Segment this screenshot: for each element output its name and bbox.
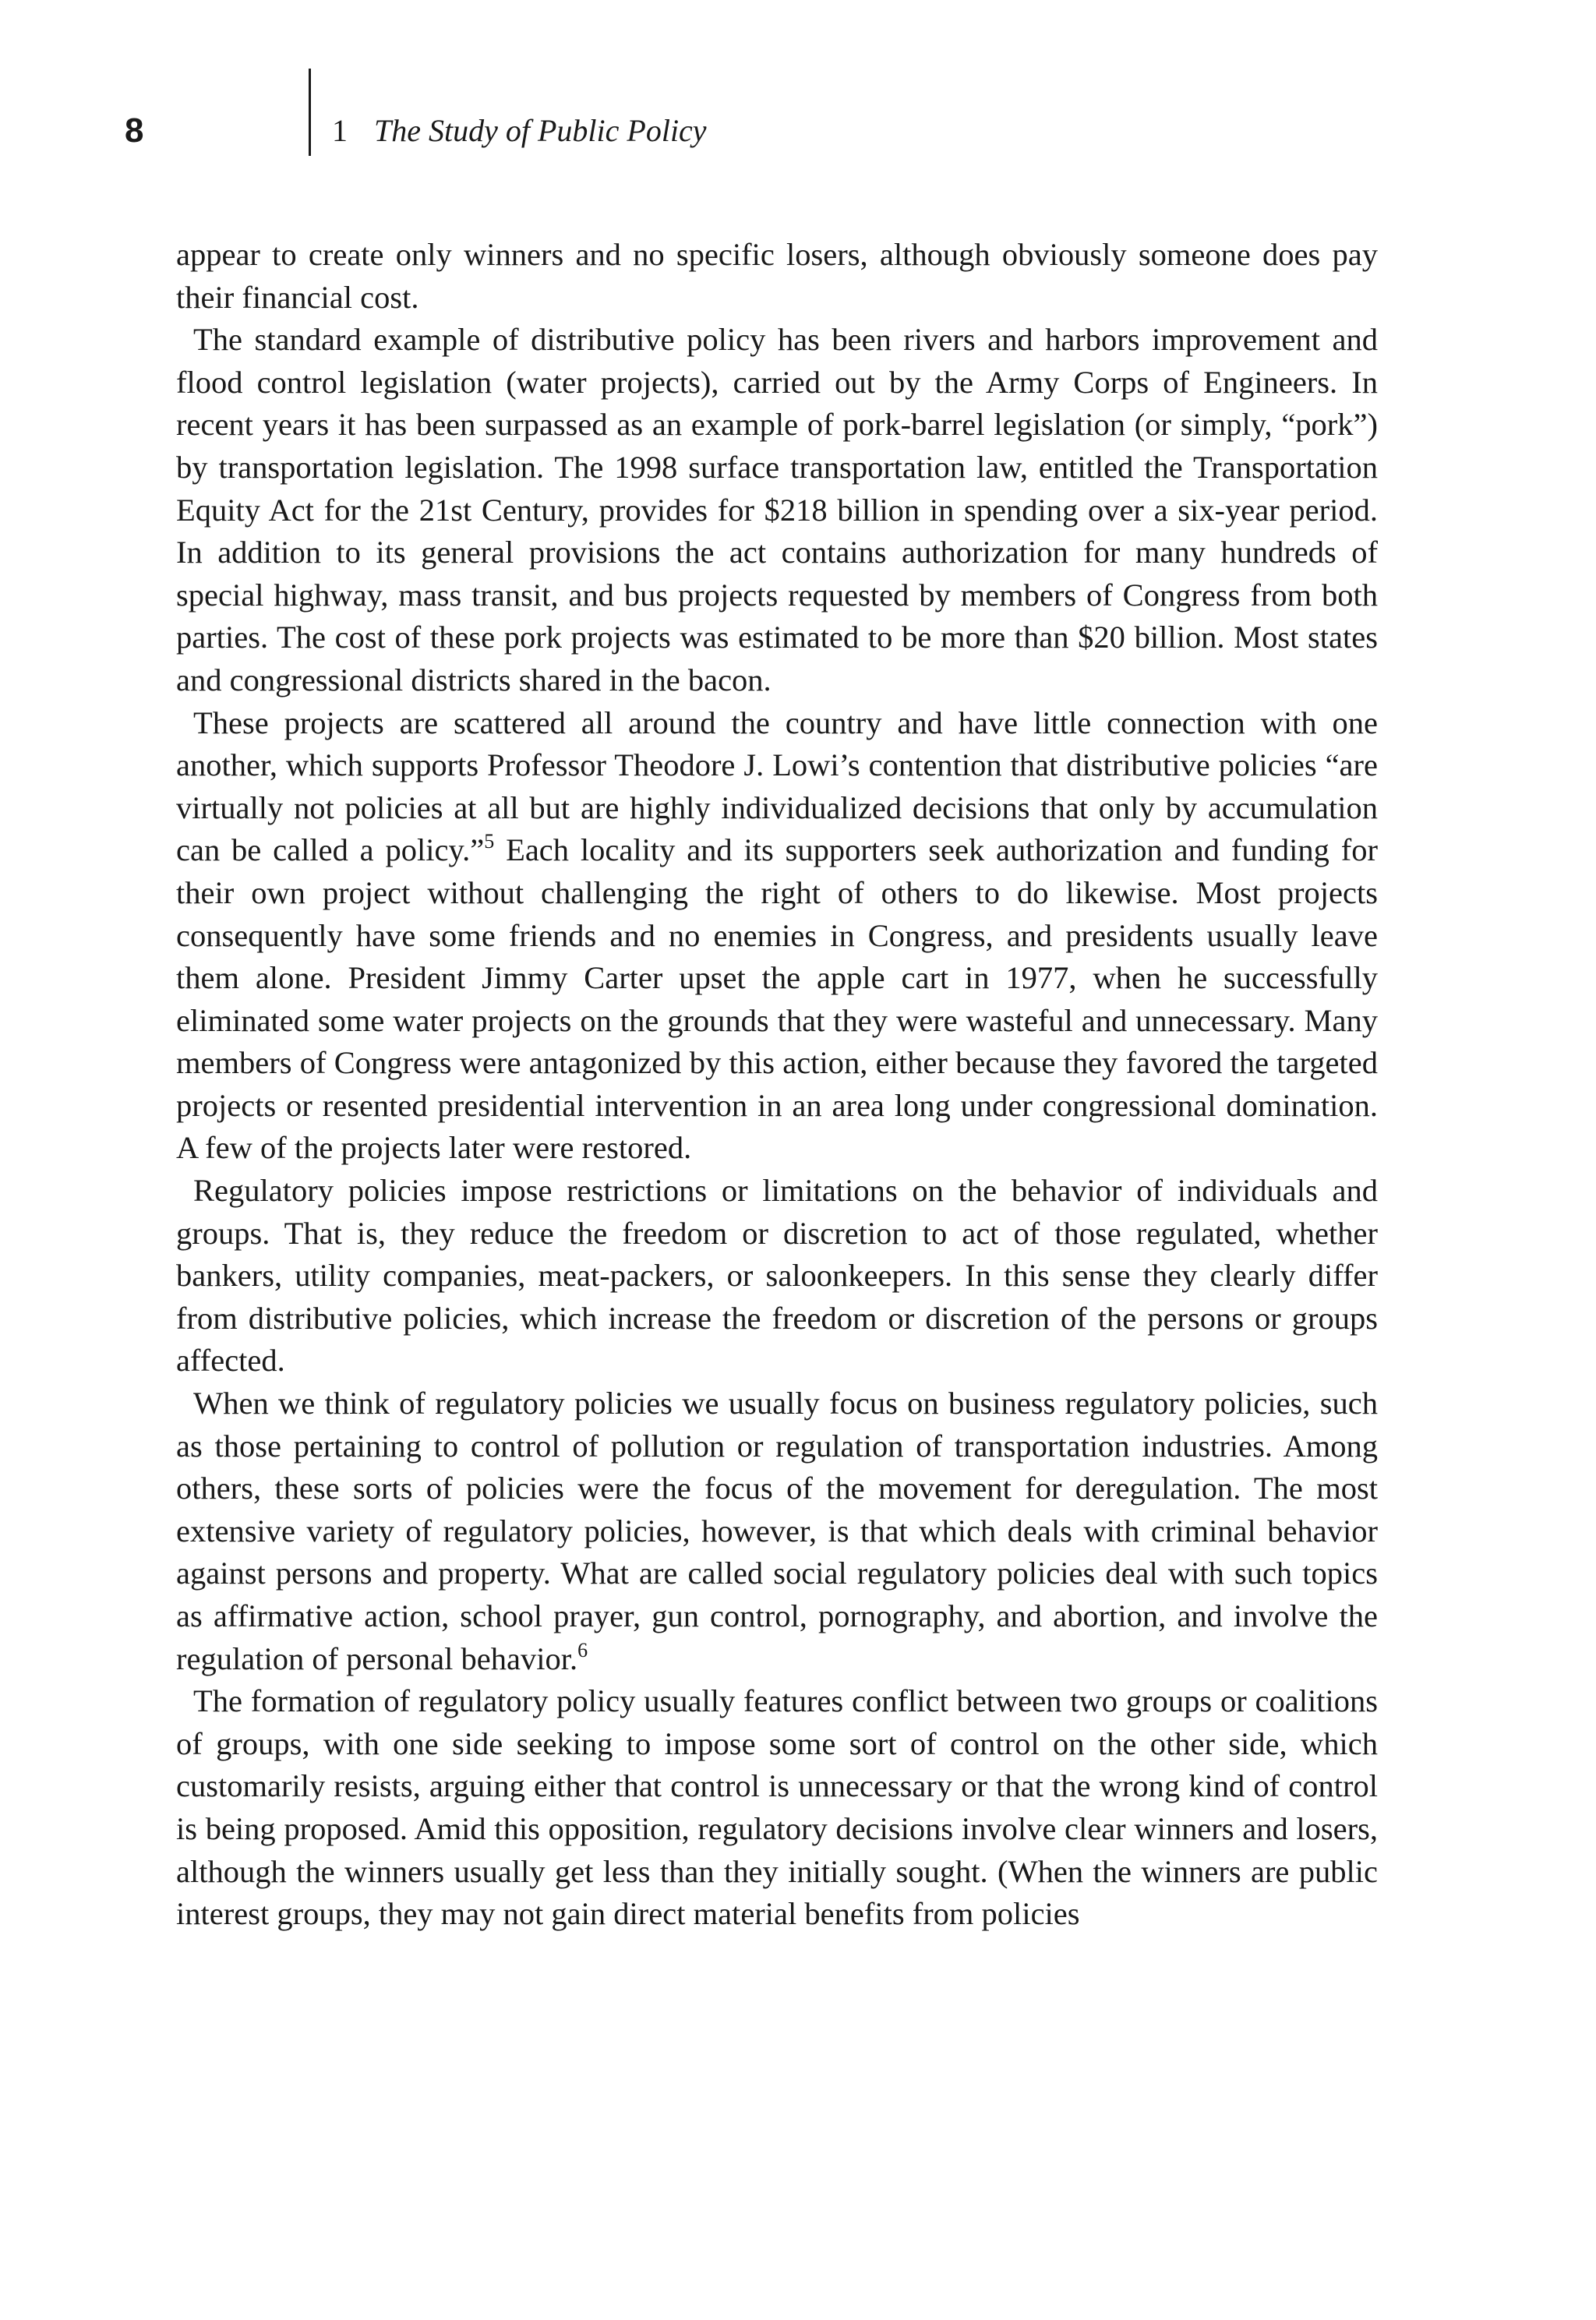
paragraph-regulatory-types — [176, 1382, 1378, 1680]
paragraph-continued: appear to create only winners and no specific losers, although obviously someone does pay their financial cost. — [176, 237, 1378, 315]
page-number: 8 — [125, 111, 144, 150]
running-header — [125, 109, 1372, 156]
chapter-number: 1 — [332, 113, 348, 148]
paragraph-lowi-contention — [176, 702, 1378, 1171]
footnote-marker: 5 — [484, 830, 495, 853]
footnote-marker: 6 — [577, 1638, 588, 1661]
paragraph-regulatory-formation: The formation of regulatory policy usually features conflict between two groups or coalitions of groups, with one side seeking to impose some sort of control on the other side, which customarily resists, arguing either that control is unnecessary or that the wrong kind of control is being proposed. Amid this opposition, regulatory decisions involve clear winners and losers, although the winners usually get less than they initially sought. (When the winners are public interest groups, they may not gain direct material benefits from policies — [176, 1683, 1378, 1932]
paragraph-distributive-example: The standard example of distributive policy has been rivers and harbors improvement and flood control legislation (water projects), carried out by the Army Corps of Engineers. In recent years it has been surpassed as an example of pork-barrel legislation (or simply, “pork”) by transportation legislation. The 1998 surface transportation law, entitled the Transportation Equity Act for the 21st Century, provides for $218 billion in spending over a six-year period. In addition to its general provisions the act contains authorization for many hundreds of special highway, mass transit, and bus projects requested by members of Congress from both parties. The cost of these pork projects was estimated to be more than $20 billion. Most states and congressional districts shared in the bacon. — [176, 322, 1378, 697]
chapter-title: The Study of Public Policy — [374, 113, 707, 148]
header-divider — [309, 69, 311, 156]
body-text — [176, 234, 1378, 1936]
paragraph-text: When we think of regulatory policies we usually focus on business regulatory policies, such as those pertaining to control of pollution or regulation of transportation industries. Among others, these sorts of policies were the focus of the movement for deregulation. The most extensive variety of regulatory policies, however, is that which deals with criminal behavior against persons and property. What are called social regulatory policies deal with such topics as affirmative action, school prayer, gun control, pornography, and abortion, and involve the regulation of personal behavior. — [176, 1386, 1378, 1676]
paragraph-text: These projects are scattered all around the country and have little connection with one another, which supports Professor Theodore J. Lowi’s contention that distributive policies “are virtually not policies at all but are highly individualized decisions that only by accumulation can be called a policy.” — [176, 704, 1378, 868]
paragraph-text: Each locality and its supporters seek authorization and funding for their own project without challenging the right of others to do likewise. Most projects consequently have some friends and no enemies in Congress, and presidents usually leave them alone. President Jimmy Carter upset the apple cart in 1977, when he successfully eliminated some water projects on the grounds that they were wasteful and unnecessary. Many members of Congress were antagonized by this action, either because they favored the targeted projects or resented presidential intervention in an area long under congressional domination. A few of the projects later were restored. — [176, 832, 1378, 1166]
paragraph-regulatory-definition: Regulatory policies impose restrictions or limitations on the behavior of individuals and groups. That is, they reduce the freedom or discretion to act of those regulated, whether bankers, utility companies, meat-packers, or saloonkeepers. In this sense they clearly differ from distributive policies, which increase the freedom or discretion of the persons or groups affected. — [176, 1173, 1378, 1379]
